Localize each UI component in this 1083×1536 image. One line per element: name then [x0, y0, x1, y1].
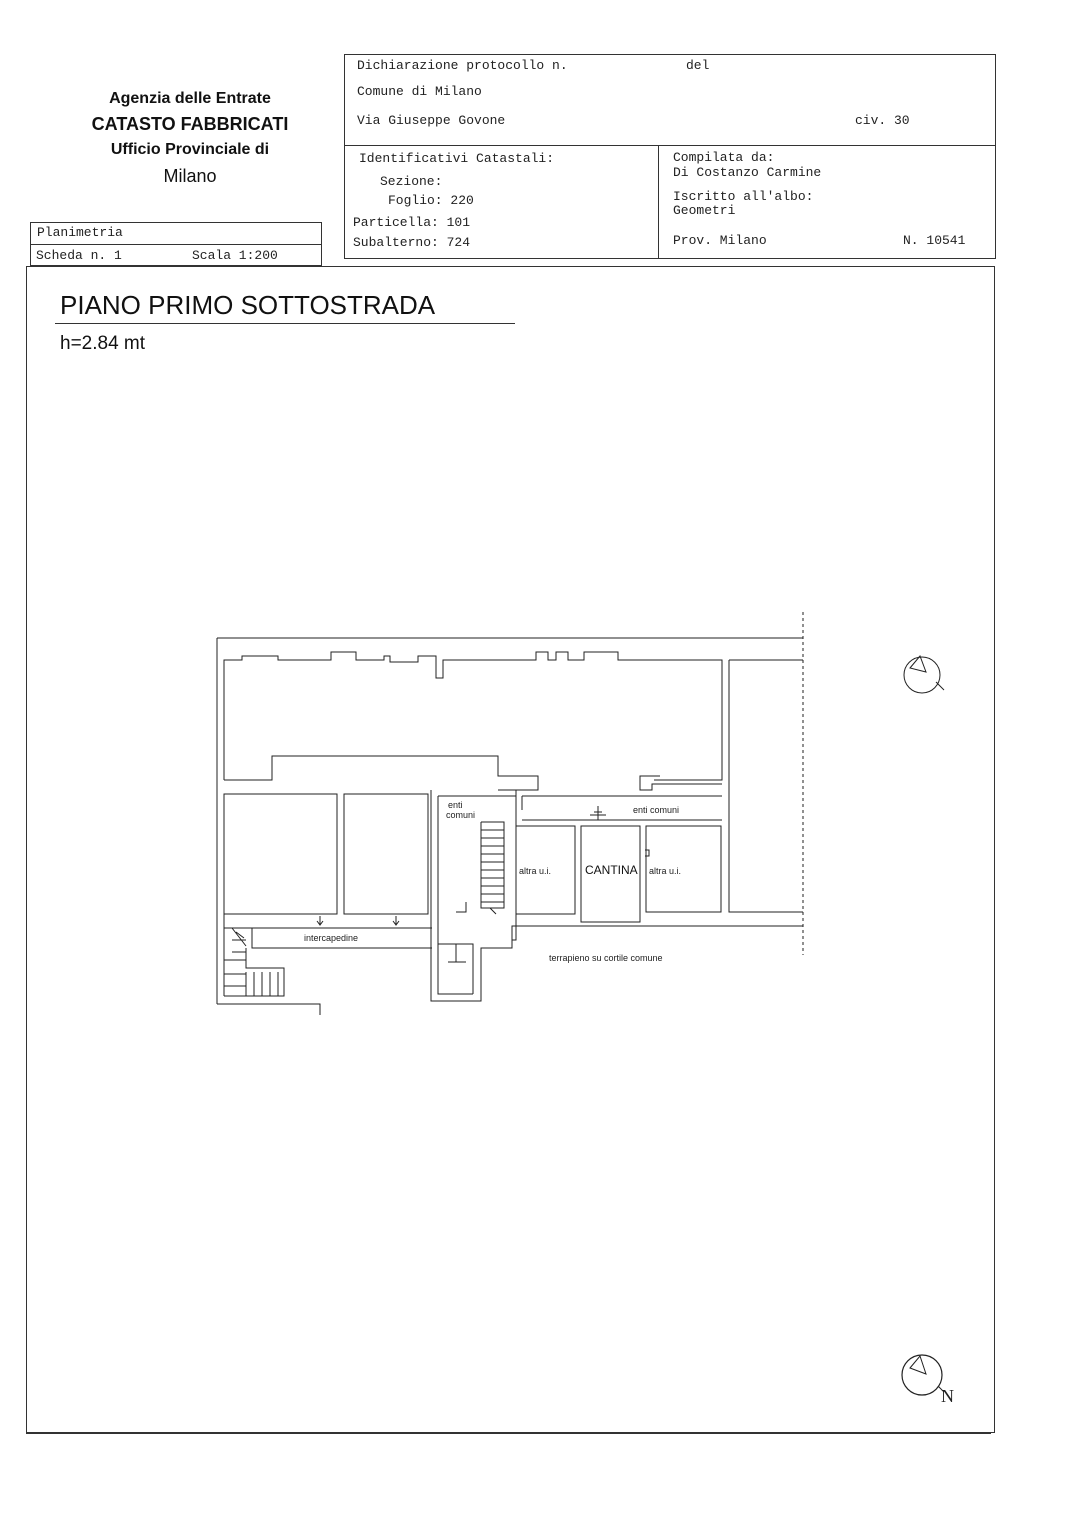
identifiers-title: Identificativi Catastali:	[359, 151, 555, 166]
sezione-label: Sezione:	[380, 174, 443, 189]
albo-value: Geometri	[673, 203, 736, 218]
catasto-title: CATASTO FABBRICATI	[91, 114, 289, 134]
compiler-name: Di Costanzo Carmine	[673, 165, 822, 180]
subalterno-label: Subalterno: 724	[353, 235, 471, 250]
civ-label: civ. 30	[855, 113, 910, 128]
terrapieno-label: terrapieno su cortile comune	[549, 953, 663, 963]
scala-label: Scala 1:200	[192, 248, 278, 263]
enti-comuni-right-label: enti comuni	[633, 805, 680, 815]
north-label: N	[941, 1386, 954, 1406]
registration-number: N. 10541	[903, 233, 966, 248]
office-name: Ufficio Provinciale di	[110, 141, 270, 158]
agency-name: Agenzia delle Entrate	[109, 90, 271, 107]
compiler-label: Compilata da:	[673, 150, 775, 165]
cantina-label: CANTINA	[585, 863, 638, 877]
scheda-label: Scheda n. 1	[36, 248, 122, 263]
compass-rose	[898, 1350, 950, 1402]
enti-comuni-left-label-1: enti	[448, 800, 463, 810]
albo-label: Iscritto all'albo:	[673, 189, 814, 204]
compass-icon	[904, 656, 944, 693]
prov-label: Prov. Milano	[673, 233, 767, 248]
intercapedine-label: intercapedine	[304, 933, 359, 943]
particella-label: Particella: 101	[353, 215, 471, 230]
altra-ui-right-label: altra u.i.	[649, 866, 682, 876]
altra-ui-left-label: altra u.i.	[519, 866, 552, 876]
protocol-label: Dichiarazione protocollo n.	[357, 58, 568, 73]
address-label: Via Giuseppe Govone	[357, 113, 506, 128]
del-label: del	[686, 58, 710, 73]
office-city: Milano	[163, 166, 217, 186]
foglio-label: Foglio: 220	[388, 193, 474, 208]
floor-height: h=2.84 mt	[60, 333, 146, 354]
planimetria-label: Planimetria	[37, 225, 123, 240]
enti-comuni-left-label-2: comuni	[446, 810, 476, 820]
comune-label: Comune di Milano	[357, 84, 482, 99]
floor-title: PIANO PRIMO SOTTOSTRADA	[60, 290, 436, 320]
